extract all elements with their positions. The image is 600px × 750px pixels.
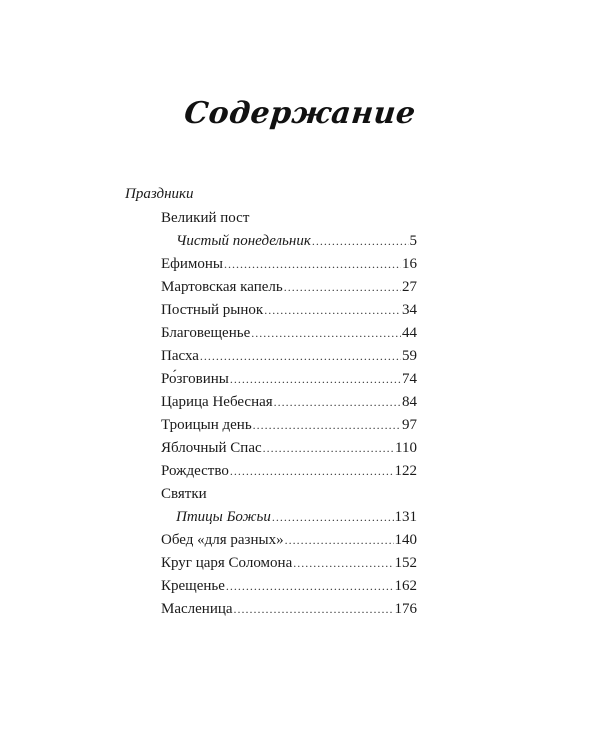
toc-entry[interactable] xyxy=(161,254,417,274)
toc-entry-label: Ефимоны xyxy=(161,256,224,272)
toc-group-heading xyxy=(161,208,249,228)
toc-entry-label: Пасха xyxy=(161,348,199,364)
dot-leader xyxy=(293,553,393,573)
toc-page-number: 97 xyxy=(402,417,417,433)
toc-entry[interactable] xyxy=(161,415,417,435)
toc-entry[interactable] xyxy=(161,346,417,366)
toc-entry-label: Ро́зговины xyxy=(161,371,229,387)
toc-entry-label: Мартовская капель xyxy=(161,279,283,295)
toc-group-heading xyxy=(161,484,207,504)
dot-leader xyxy=(253,415,401,435)
toc-entry[interactable] xyxy=(161,438,417,458)
toc-entry[interactable] xyxy=(161,300,417,320)
toc-entry[interactable] xyxy=(161,530,417,550)
toc-entry-label: Круг царя Соломона xyxy=(161,555,293,571)
dot-leader xyxy=(226,576,394,596)
toc-page-number: 59 xyxy=(402,348,417,364)
dot-leader xyxy=(230,461,394,481)
toc-entry-label: Масленица xyxy=(161,601,233,617)
toc-entry-label: Птицы Божьи xyxy=(176,509,271,525)
toc-entry[interactable] xyxy=(161,392,417,412)
dot-leader xyxy=(284,277,401,297)
dot-leader xyxy=(230,369,401,389)
toc-entry[interactable] xyxy=(161,576,417,596)
toc-entry-label: Постный рынок xyxy=(161,302,264,318)
dot-leader xyxy=(200,346,401,366)
toc-entry[interactable] xyxy=(161,553,417,573)
toc-entry[interactable] xyxy=(161,277,417,297)
dot-leader xyxy=(234,599,394,619)
toc-entry-label: Великий пост xyxy=(161,210,250,226)
toc-entry[interactable] xyxy=(176,231,417,251)
toc-page-number: 140 xyxy=(394,532,417,548)
dot-leader xyxy=(264,300,401,320)
toc-entry[interactable] xyxy=(161,599,417,619)
toc-page-number: 122 xyxy=(394,463,417,479)
toc-entry-label: Троицын день xyxy=(161,417,252,433)
dot-leader xyxy=(274,392,401,412)
toc-page-number: 162 xyxy=(394,578,417,594)
toc-entry-label: Царица Небесная xyxy=(161,394,273,410)
dot-leader xyxy=(224,254,401,274)
toc-entry-label: Крещенье xyxy=(161,578,225,594)
toc-page-number: 44 xyxy=(402,325,417,341)
toc-entry-label: Благовещенье xyxy=(161,325,251,341)
toc-page-number: 34 xyxy=(402,302,417,318)
dot-leader xyxy=(272,507,394,527)
section-heading: Праздники xyxy=(125,186,194,202)
toc-entry[interactable] xyxy=(176,507,417,527)
toc-page-number: 16 xyxy=(402,256,417,272)
toc-page-number: 27 xyxy=(402,279,417,295)
toc-page-number: 110 xyxy=(395,440,417,456)
dot-leader xyxy=(263,438,394,458)
toc-page-number: 152 xyxy=(394,555,417,571)
toc-entry[interactable] xyxy=(161,369,417,389)
page-title: Содержание xyxy=(182,96,418,131)
toc-entry[interactable] xyxy=(161,323,417,343)
dot-leader xyxy=(285,530,394,550)
toc-page-number: 74 xyxy=(402,371,417,387)
toc-page-number: 131 xyxy=(394,509,417,525)
toc-entry-label: Рождество xyxy=(161,463,229,479)
toc-entry[interactable] xyxy=(161,461,417,481)
toc-entry-label: Святки xyxy=(161,486,207,502)
toc-page-number: 176 xyxy=(394,601,417,617)
dot-leader xyxy=(312,231,409,251)
toc-entry-label: Обед «для разных» xyxy=(161,532,284,548)
dot-leader xyxy=(251,323,401,343)
toc-entry-label: Яблочный Спас xyxy=(161,440,262,456)
toc-page-number: 5 xyxy=(409,233,417,249)
toc-entry-label: Чистый понедельник xyxy=(176,233,311,249)
toc-page-number: 84 xyxy=(402,394,417,410)
